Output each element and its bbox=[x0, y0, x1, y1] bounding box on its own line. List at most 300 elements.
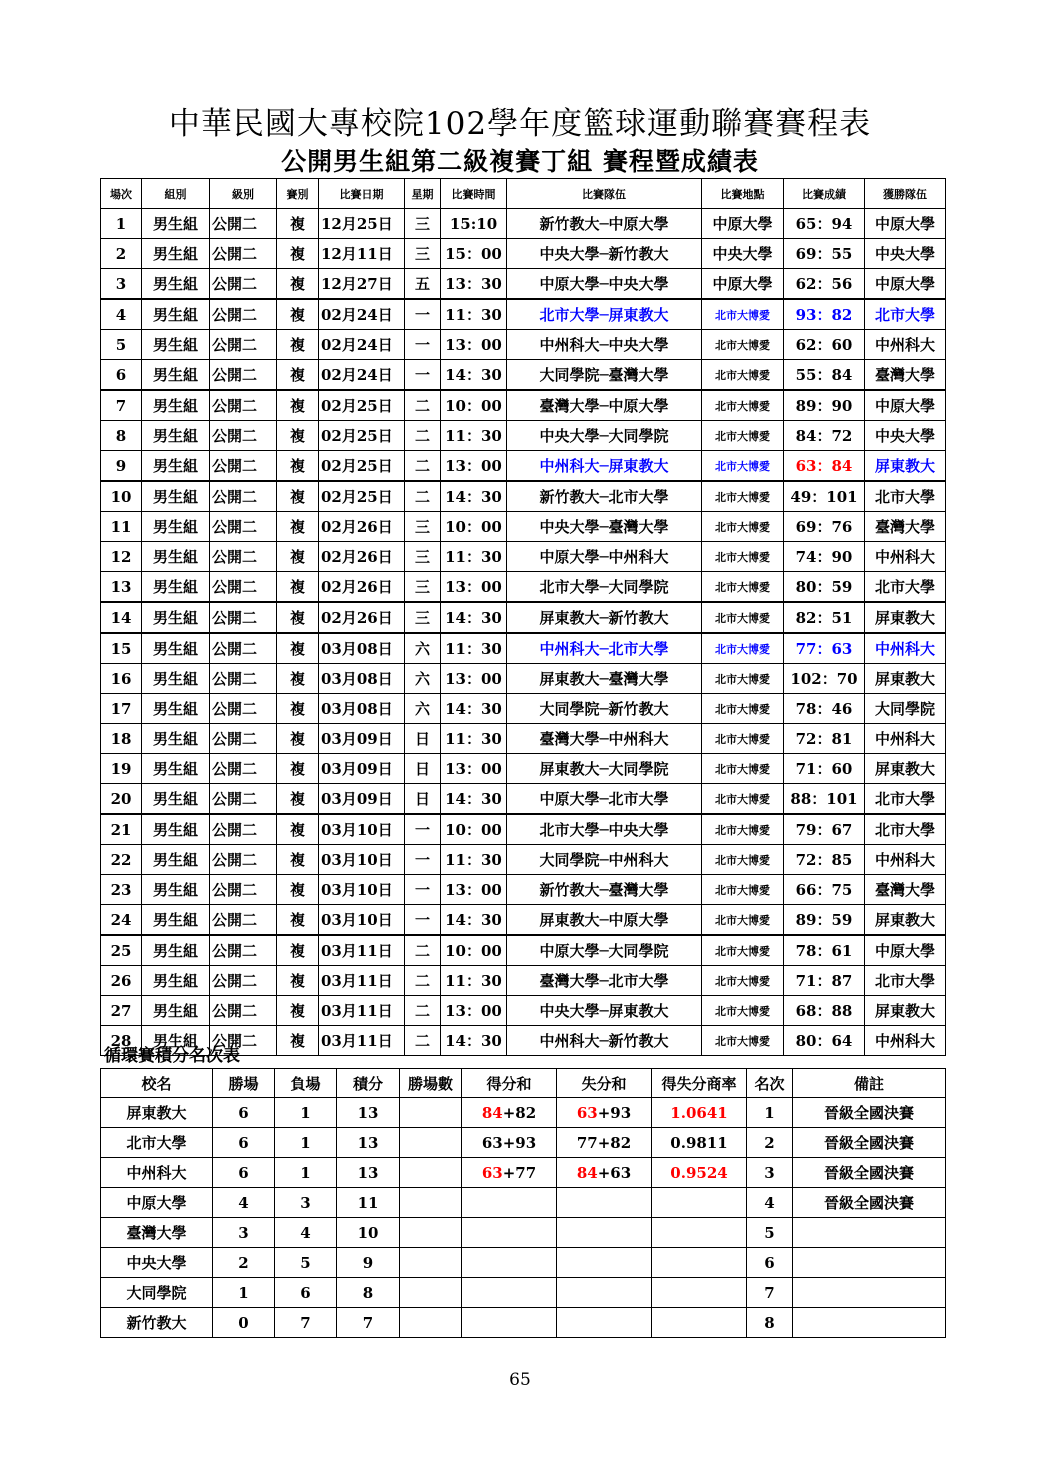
table-row bbox=[101, 966, 946, 996]
scored-part-b: +77 bbox=[502, 1163, 537, 1182]
table-row bbox=[101, 935, 946, 966]
cell-time: 13：00 bbox=[441, 875, 507, 905]
cell-conceded bbox=[557, 1278, 652, 1308]
cell-day: 一 bbox=[405, 299, 441, 330]
cell-date: 03月10日 bbox=[319, 845, 405, 875]
cell-level: 公開二 bbox=[210, 845, 277, 875]
rank-header-losses: 負場 bbox=[275, 1069, 337, 1098]
cell-match-no: 4 bbox=[101, 299, 142, 330]
table-row bbox=[101, 1278, 946, 1308]
cell-winner: 北市大學 bbox=[865, 299, 946, 330]
cell-match-no: 15 bbox=[101, 633, 142, 664]
cell-match-no: 22 bbox=[101, 845, 142, 875]
table-row bbox=[101, 512, 946, 542]
cell-level: 公開二 bbox=[210, 633, 277, 664]
cell-winner: 臺灣大學 bbox=[865, 875, 946, 905]
cell-score: 55：84 bbox=[784, 360, 865, 391]
cell-wins: 1 bbox=[213, 1278, 275, 1308]
ranking-header-row bbox=[101, 1069, 946, 1098]
cell-score: 79：67 bbox=[784, 814, 865, 845]
cell-group: 男生組 bbox=[142, 875, 210, 905]
cell-venue: 北市大博愛 bbox=[702, 421, 784, 451]
cell-day: 二 bbox=[405, 390, 441, 421]
col-header-venue: 比賽地點 bbox=[702, 179, 784, 209]
scored-part-a: 84 bbox=[481, 1103, 503, 1122]
cell-day: 六 bbox=[405, 664, 441, 694]
cell-level: 公開二 bbox=[210, 1026, 277, 1056]
cell-stage: 複 bbox=[277, 996, 319, 1026]
cell-level: 公開二 bbox=[210, 996, 277, 1026]
cell-level: 公開二 bbox=[210, 421, 277, 451]
cell-match: 中州科大─新竹教大 bbox=[507, 1026, 702, 1056]
cell-winner: 屏東教大 bbox=[865, 754, 946, 784]
cell-day: 日 bbox=[405, 724, 441, 754]
cell-date: 03月09日 bbox=[319, 724, 405, 754]
cell-stage: 複 bbox=[277, 572, 319, 603]
table-row bbox=[101, 633, 946, 664]
cell-time: 13：00 bbox=[441, 996, 507, 1026]
cell-ratio bbox=[652, 1308, 747, 1338]
table-row bbox=[101, 1188, 946, 1218]
cell-winner: 大同學院 bbox=[865, 694, 946, 724]
cell-points: 10 bbox=[337, 1218, 400, 1248]
cell-rank: 7 bbox=[747, 1278, 793, 1308]
cell-date: 12月11日 bbox=[319, 239, 405, 269]
cell-scored bbox=[462, 1308, 557, 1338]
cell-winner: 屏東教大 bbox=[865, 451, 946, 482]
cell-scored bbox=[462, 1218, 557, 1248]
cell-date: 12月27日 bbox=[319, 269, 405, 300]
cell-winner: 中原大學 bbox=[865, 269, 946, 300]
cell-group: 男生組 bbox=[142, 633, 210, 664]
cell-time: 13：00 bbox=[441, 572, 507, 603]
cell-day: 二 bbox=[405, 451, 441, 482]
cell-time: 13：30 bbox=[441, 269, 507, 300]
cell-match: 屏東教大─新竹教大 bbox=[507, 602, 702, 633]
cell-venue: 中原大學 bbox=[702, 269, 784, 300]
cell-score: 49：101 bbox=[784, 481, 865, 512]
cell-stage: 複 bbox=[277, 784, 319, 815]
cell-note: 晉級全國決賽 bbox=[793, 1128, 946, 1158]
cell-level: 公開二 bbox=[210, 269, 277, 300]
cell-venue: 北市大博愛 bbox=[702, 451, 784, 482]
cell-venue: 北市大博愛 bbox=[702, 875, 784, 905]
cell-date: 03月10日 bbox=[319, 875, 405, 905]
cell-venue: 北市大博愛 bbox=[702, 724, 784, 754]
table-row bbox=[101, 1098, 946, 1128]
cell-day: 三 bbox=[405, 512, 441, 542]
cell-ratio: 0.9811 bbox=[652, 1128, 747, 1158]
table-row bbox=[101, 390, 946, 421]
cell-match-no: 9 bbox=[101, 451, 142, 482]
cell-losses: 3 bbox=[275, 1188, 337, 1218]
table-row bbox=[101, 602, 946, 633]
col-header-day: 星期 bbox=[405, 179, 441, 209]
cell-date: 02月26日 bbox=[319, 542, 405, 572]
cell-day: 一 bbox=[405, 905, 441, 936]
cell-scored bbox=[462, 1248, 557, 1278]
cell-day: 六 bbox=[405, 694, 441, 724]
cell-match-no: 13 bbox=[101, 572, 142, 603]
table-row bbox=[101, 845, 946, 875]
cell-score: 72：85 bbox=[784, 845, 865, 875]
cell-losses: 4 bbox=[275, 1218, 337, 1248]
cell-venue: 北市大博愛 bbox=[702, 390, 784, 421]
cell-date: 12月25日 bbox=[319, 209, 405, 239]
cell-match: 屏東教大─大同學院 bbox=[507, 754, 702, 784]
cell-stage: 複 bbox=[277, 451, 319, 482]
cell-date: 03月08日 bbox=[319, 633, 405, 664]
conceded-part-b: +63 bbox=[597, 1163, 632, 1182]
cell-match: 大同學院─臺灣大學 bbox=[507, 360, 702, 391]
cell-stage: 複 bbox=[277, 664, 319, 694]
cell-stage: 複 bbox=[277, 421, 319, 451]
page-number: 65 bbox=[509, 1370, 531, 1390]
cell-level: 公開二 bbox=[210, 905, 277, 936]
cell-wins: 6 bbox=[213, 1098, 275, 1128]
cell-ratio bbox=[652, 1248, 747, 1278]
cell-day: 二 bbox=[405, 421, 441, 451]
cell-level: 公開二 bbox=[210, 390, 277, 421]
cell-ratio: 0.9524 bbox=[652, 1158, 747, 1188]
cell-rank: 4 bbox=[747, 1188, 793, 1218]
cell-match-no: 11 bbox=[101, 512, 142, 542]
cell-time: 14：30 bbox=[441, 905, 507, 936]
cell-match-no: 24 bbox=[101, 905, 142, 936]
cell-date: 03月09日 bbox=[319, 754, 405, 784]
table-row bbox=[101, 360, 946, 391]
cell-winner: 屏東教大 bbox=[865, 602, 946, 633]
cell-match: 新竹教大─北市大學 bbox=[507, 481, 702, 512]
cell-day: 三 bbox=[405, 239, 441, 269]
rank-header-wins: 勝場 bbox=[213, 1069, 275, 1098]
cell-tie-wins bbox=[400, 1128, 462, 1158]
cell-day: 三 bbox=[405, 602, 441, 633]
cell-group: 男生組 bbox=[142, 542, 210, 572]
cell-level: 公開二 bbox=[210, 664, 277, 694]
cell-stage: 複 bbox=[277, 935, 319, 966]
cell-day: 一 bbox=[405, 845, 441, 875]
cell-score: 72：81 bbox=[784, 724, 865, 754]
table-row bbox=[101, 239, 946, 269]
cell-venue: 北市大博愛 bbox=[702, 330, 784, 360]
cell-venue: 中原大學 bbox=[702, 209, 784, 239]
cell-score: 62：56 bbox=[784, 269, 865, 300]
cell-time: 10：00 bbox=[441, 935, 507, 966]
cell-day: 一 bbox=[405, 875, 441, 905]
cell-score: 74：90 bbox=[784, 542, 865, 572]
table-row bbox=[101, 905, 946, 936]
cell-day: 二 bbox=[405, 481, 441, 512]
cell-group: 男生組 bbox=[142, 845, 210, 875]
cell-tie-wins bbox=[400, 1098, 462, 1128]
cell-group: 男生組 bbox=[142, 694, 210, 724]
cell-day: 二 bbox=[405, 966, 441, 996]
cell-group: 男生組 bbox=[142, 330, 210, 360]
cell-match-no: 16 bbox=[101, 664, 142, 694]
cell-conceded bbox=[557, 1308, 652, 1338]
cell-venue: 北市大博愛 bbox=[702, 935, 784, 966]
table-row bbox=[101, 1308, 946, 1338]
cell-rank: 1 bbox=[747, 1098, 793, 1128]
cell-winner: 北市大學 bbox=[865, 481, 946, 512]
cell-match: 中央大學─新竹教大 bbox=[507, 239, 702, 269]
col-header-group: 組別 bbox=[142, 179, 210, 209]
cell-stage: 複 bbox=[277, 299, 319, 330]
cell-winner: 中州科大 bbox=[865, 724, 946, 754]
cell-score: 69：76 bbox=[784, 512, 865, 542]
cell-date: 03月11日 bbox=[319, 1026, 405, 1056]
cell-venue: 北市大博愛 bbox=[702, 814, 784, 845]
cell-tie-wins bbox=[400, 1218, 462, 1248]
cell-match: 北市大學─大同學院 bbox=[507, 572, 702, 603]
ranking-label: 循環賽積分名次表 bbox=[104, 1046, 240, 1066]
cell-conceded bbox=[557, 1098, 652, 1128]
cell-match: 中原大學─中央大學 bbox=[507, 269, 702, 300]
cell-losses: 1 bbox=[275, 1158, 337, 1188]
cell-group: 男生組 bbox=[142, 512, 210, 542]
cell-wins: 4 bbox=[213, 1188, 275, 1218]
cell-match: 大同學院─中州科大 bbox=[507, 845, 702, 875]
cell-winner: 中原大學 bbox=[865, 209, 946, 239]
col-header-score: 比賽成績 bbox=[784, 179, 865, 209]
cell-time: 11：30 bbox=[441, 845, 507, 875]
cell-match-no: 28 bbox=[101, 1026, 142, 1056]
cell-match-no: 8 bbox=[101, 421, 142, 451]
cell-tie-wins bbox=[400, 1248, 462, 1278]
table-row bbox=[101, 572, 946, 603]
cell-level: 公開二 bbox=[210, 694, 277, 724]
cell-time: 10：00 bbox=[441, 512, 507, 542]
cell-match-no: 10 bbox=[101, 481, 142, 512]
cell-stage: 複 bbox=[277, 875, 319, 905]
cell-venue: 北市大博愛 bbox=[702, 360, 784, 391]
cell-group: 男生組 bbox=[142, 1026, 210, 1056]
cell-conceded bbox=[557, 1158, 652, 1188]
cell-winner: 臺灣大學 bbox=[865, 360, 946, 391]
cell-group: 男生組 bbox=[142, 966, 210, 996]
cell-level: 公開二 bbox=[210, 481, 277, 512]
cell-group: 男生組 bbox=[142, 390, 210, 421]
cell-score: 89：59 bbox=[784, 905, 865, 936]
table-row bbox=[101, 421, 946, 451]
col-header-stage: 賽別 bbox=[277, 179, 319, 209]
cell-date: 02月25日 bbox=[319, 421, 405, 451]
cell-points: 9 bbox=[337, 1248, 400, 1278]
cell-stage: 複 bbox=[277, 512, 319, 542]
cell-match-no: 25 bbox=[101, 935, 142, 966]
cell-rank: 6 bbox=[747, 1248, 793, 1278]
cell-date: 02月26日 bbox=[319, 512, 405, 542]
cell-match: 中央大學─大同學院 bbox=[507, 421, 702, 451]
conceded-part-a: 84 bbox=[576, 1163, 598, 1182]
cell-date: 03月11日 bbox=[319, 935, 405, 966]
rank-header-scored: 得分和 bbox=[462, 1069, 557, 1098]
cell-level: 公開二 bbox=[210, 814, 277, 845]
cell-stage: 複 bbox=[277, 269, 319, 300]
cell-school: 臺灣大學 bbox=[101, 1218, 213, 1248]
table-row bbox=[101, 1128, 946, 1158]
cell-match: 中州科大─屏東教大 bbox=[507, 451, 702, 482]
rank-header-tie-wins: 勝場數 bbox=[400, 1069, 462, 1098]
cell-stage: 複 bbox=[277, 481, 319, 512]
cell-scored bbox=[462, 1188, 557, 1218]
cell-venue: 北市大博愛 bbox=[702, 845, 784, 875]
cell-match: 中央大學─屏東教大 bbox=[507, 996, 702, 1026]
cell-points: 8 bbox=[337, 1278, 400, 1308]
table-row bbox=[101, 209, 946, 239]
cell-wins: 3 bbox=[213, 1218, 275, 1248]
cell-winner: 屏東教大 bbox=[865, 664, 946, 694]
cell-points: 11 bbox=[337, 1188, 400, 1218]
page-title: 中華民國大專校院102學年度籃球運動聯賽賽程表 bbox=[168, 106, 872, 142]
cell-time: 15:10 bbox=[441, 209, 507, 239]
cell-points: 13 bbox=[337, 1098, 400, 1128]
cell-tie-wins bbox=[400, 1308, 462, 1338]
page-subtitle: 公開男生組第二級複賽丁組 賽程暨成績表 bbox=[281, 147, 759, 176]
cell-venue: 北市大博愛 bbox=[702, 481, 784, 512]
cell-day: 一 bbox=[405, 814, 441, 845]
cell-group: 男生組 bbox=[142, 239, 210, 269]
cell-day: 三 bbox=[405, 572, 441, 603]
cell-match: 中央大學─臺灣大學 bbox=[507, 512, 702, 542]
cell-stage: 複 bbox=[277, 602, 319, 633]
cell-losses: 1 bbox=[275, 1128, 337, 1158]
col-header-no: 場次 bbox=[101, 179, 142, 209]
cell-scored bbox=[462, 1128, 557, 1158]
cell-day: 六 bbox=[405, 633, 441, 664]
cell-venue: 北市大博愛 bbox=[702, 512, 784, 542]
cell-group: 男生組 bbox=[142, 724, 210, 754]
cell-stage: 複 bbox=[277, 330, 319, 360]
cell-match: 新竹教大─臺灣大學 bbox=[507, 875, 702, 905]
col-header-level: 級別 bbox=[210, 179, 277, 209]
cell-stage: 複 bbox=[277, 754, 319, 784]
cell-group: 男生組 bbox=[142, 451, 210, 482]
cell-venue: 北市大博愛 bbox=[702, 633, 784, 664]
cell-date: 03月08日 bbox=[319, 694, 405, 724]
cell-day: 一 bbox=[405, 330, 441, 360]
cell-time: 11：30 bbox=[441, 966, 507, 996]
cell-time: 14：30 bbox=[441, 360, 507, 391]
cell-level: 公開二 bbox=[210, 754, 277, 784]
table-row bbox=[101, 724, 946, 754]
cell-match-no: 5 bbox=[101, 330, 142, 360]
cell-winner: 屏東教大 bbox=[865, 996, 946, 1026]
cell-match: 屏東教大─中原大學 bbox=[507, 905, 702, 936]
cell-venue: 北市大博愛 bbox=[702, 966, 784, 996]
cell-match: 中原大學─北市大學 bbox=[507, 784, 702, 815]
cell-stage: 複 bbox=[277, 814, 319, 845]
cell-score: 69：55 bbox=[784, 239, 865, 269]
cell-scored bbox=[462, 1098, 557, 1128]
cell-score: 80：59 bbox=[784, 572, 865, 603]
cell-ratio bbox=[652, 1188, 747, 1218]
cell-winner: 中央大學 bbox=[865, 239, 946, 269]
cell-date: 02月24日 bbox=[319, 330, 405, 360]
cell-note: 晉級全國決賽 bbox=[793, 1188, 946, 1218]
conceded-part-a: 77 bbox=[576, 1133, 598, 1152]
cell-tie-wins bbox=[400, 1158, 462, 1188]
cell-group: 男生組 bbox=[142, 784, 210, 815]
schedule-table bbox=[100, 178, 946, 1056]
cell-match: 新竹教大─中原大學 bbox=[507, 209, 702, 239]
cell-match: 中原大學─中州科大 bbox=[507, 542, 702, 572]
cell-date: 02月24日 bbox=[319, 360, 405, 391]
table-row bbox=[101, 481, 946, 512]
cell-score: 80：64 bbox=[784, 1026, 865, 1056]
cell-time: 11：30 bbox=[441, 421, 507, 451]
cell-group: 男生組 bbox=[142, 299, 210, 330]
cell-score: 65：94 bbox=[784, 209, 865, 239]
table-row bbox=[101, 875, 946, 905]
cell-time: 14：30 bbox=[441, 481, 507, 512]
cell-score: 89：90 bbox=[784, 390, 865, 421]
cell-stage: 複 bbox=[277, 633, 319, 664]
cell-losses: 1 bbox=[275, 1098, 337, 1128]
cell-group: 男生組 bbox=[142, 754, 210, 784]
cell-match-no: 27 bbox=[101, 996, 142, 1026]
cell-venue: 北市大博愛 bbox=[702, 905, 784, 936]
cell-match: 中原大學─大同學院 bbox=[507, 935, 702, 966]
cell-note bbox=[793, 1248, 946, 1278]
cell-match-no: 26 bbox=[101, 966, 142, 996]
cell-points: 13 bbox=[337, 1128, 400, 1158]
cell-score: 66：75 bbox=[784, 875, 865, 905]
cell-wins: 6 bbox=[213, 1128, 275, 1158]
cell-winner: 屏東教大 bbox=[865, 905, 946, 936]
cell-venue: 北市大博愛 bbox=[702, 602, 784, 633]
cell-time: 14：30 bbox=[441, 1026, 507, 1056]
cell-winner: 北市大學 bbox=[865, 572, 946, 603]
cell-day: 二 bbox=[405, 935, 441, 966]
conceded-part-b: +93 bbox=[597, 1103, 632, 1122]
cell-level: 公開二 bbox=[210, 330, 277, 360]
cell-school: 大同學院 bbox=[101, 1278, 213, 1308]
cell-match: 臺灣大學─中原大學 bbox=[507, 390, 702, 421]
cell-school: 中州科大 bbox=[101, 1158, 213, 1188]
table-row bbox=[101, 269, 946, 300]
cell-rank: 3 bbox=[747, 1158, 793, 1188]
cell-date: 02月26日 bbox=[319, 572, 405, 603]
cell-ratio: 1.0641 bbox=[652, 1098, 747, 1128]
cell-day: 二 bbox=[405, 1026, 441, 1056]
cell-stage: 複 bbox=[277, 360, 319, 391]
cell-conceded bbox=[557, 1248, 652, 1278]
cell-winner: 中州科大 bbox=[865, 1026, 946, 1056]
cell-venue: 北市大博愛 bbox=[702, 784, 784, 815]
cell-level: 公開二 bbox=[210, 512, 277, 542]
cell-winner: 中原大學 bbox=[865, 935, 946, 966]
cell-losses: 6 bbox=[275, 1278, 337, 1308]
cell-time: 13：00 bbox=[441, 330, 507, 360]
cell-winner: 中州科大 bbox=[865, 542, 946, 572]
cell-date: 02月25日 bbox=[319, 481, 405, 512]
cell-school: 中央大學 bbox=[101, 1248, 213, 1278]
cell-venue: 北市大博愛 bbox=[702, 754, 784, 784]
cell-tie-wins bbox=[400, 1188, 462, 1218]
cell-match-no: 17 bbox=[101, 694, 142, 724]
cell-date: 03月09日 bbox=[319, 784, 405, 815]
cell-date: 03月08日 bbox=[319, 664, 405, 694]
cell-score: 82：51 bbox=[784, 602, 865, 633]
scored-part-b: +82 bbox=[502, 1103, 537, 1122]
cell-losses: 5 bbox=[275, 1248, 337, 1278]
cell-note: 晉級全國決賽 bbox=[793, 1098, 946, 1128]
cell-level: 公開二 bbox=[210, 602, 277, 633]
cell-conceded bbox=[557, 1218, 652, 1248]
cell-wins: 6 bbox=[213, 1158, 275, 1188]
